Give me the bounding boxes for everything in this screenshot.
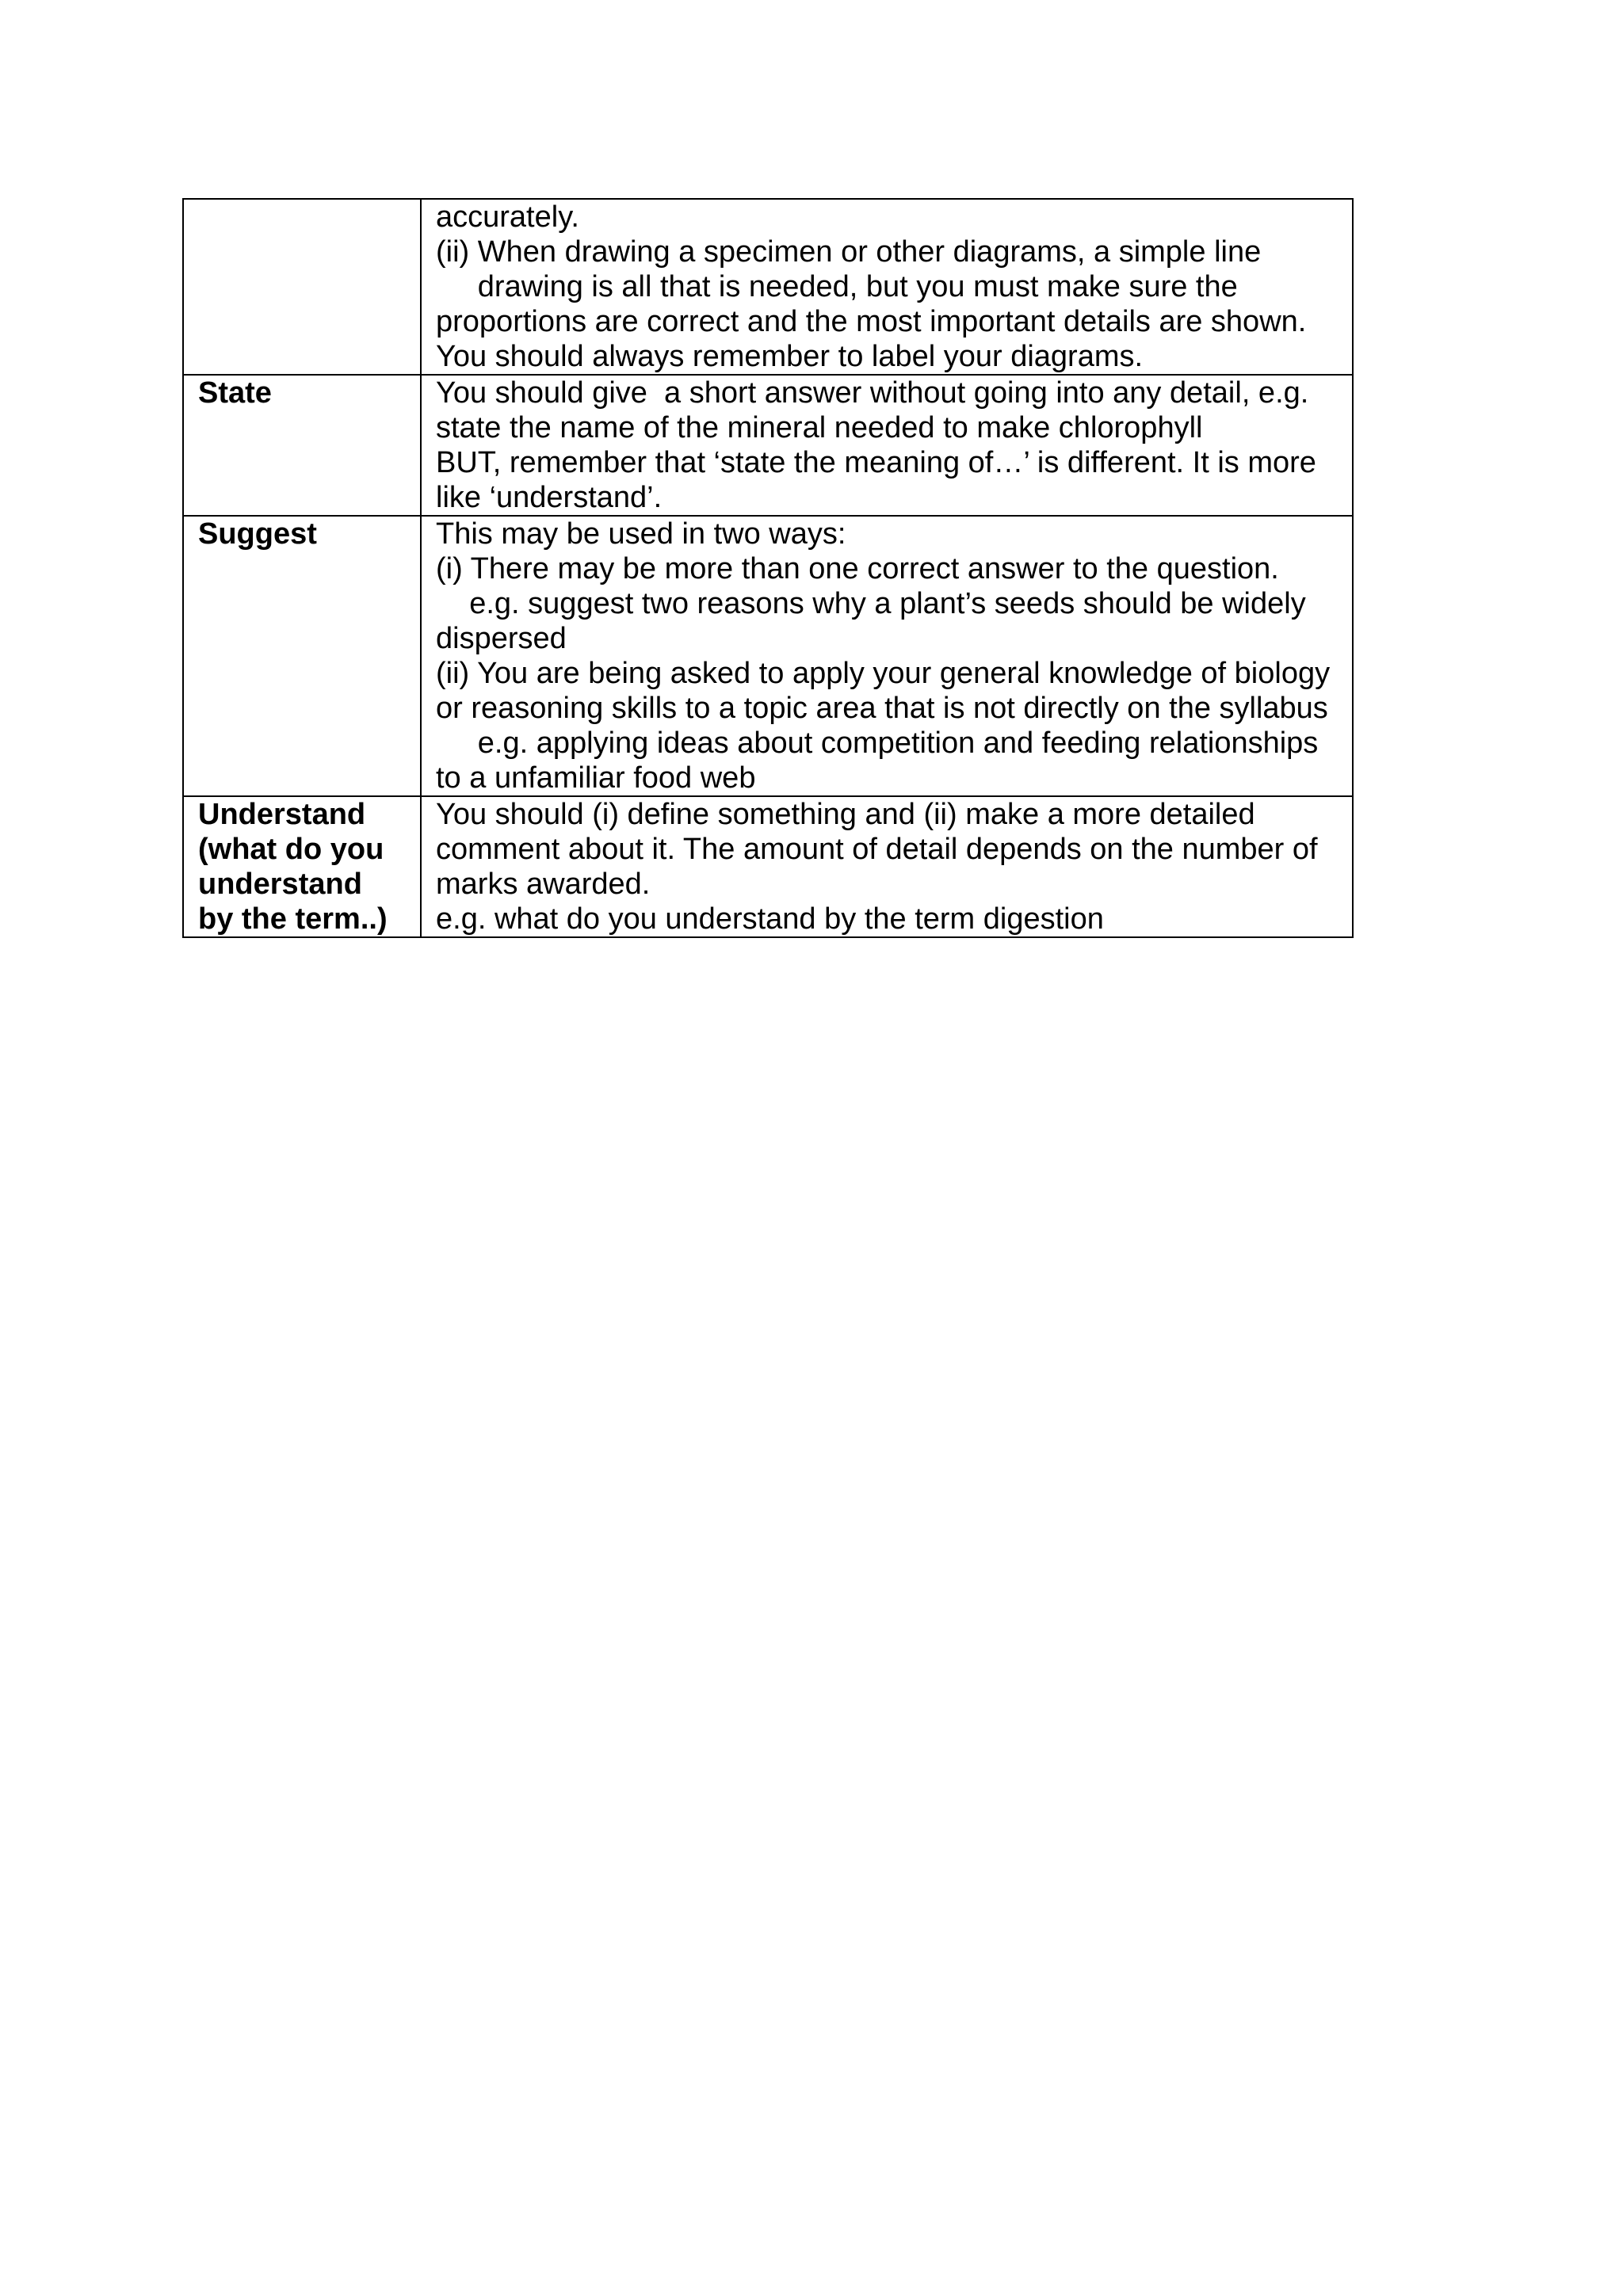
command-words-table xyxy=(182,198,1354,938)
description-line: You should always remember to label your diagrams. xyxy=(436,340,1144,373)
term-label: Understand xyxy=(198,798,366,831)
description-line: comment about it. The amount of detail depends on the number of xyxy=(436,833,1318,866)
table-row xyxy=(183,375,1353,516)
table-row xyxy=(183,199,1353,375)
term-cell xyxy=(183,796,421,937)
term-label: (what do you xyxy=(198,833,384,866)
description-line: e.g. what do you understand by the term digestion xyxy=(436,902,1104,936)
description-line: like ‘understand’. xyxy=(436,481,663,514)
description-line: or reasoning skills to a topic area that is not directly on the syllabus xyxy=(436,692,1328,725)
description-line: (ii) When drawing a specimen or other diagrams, a simple line xyxy=(436,235,1262,269)
table-row xyxy=(183,796,1353,937)
term-label: understand xyxy=(198,868,362,901)
description-line: dispersed xyxy=(436,622,567,655)
description-line: You should (i) define something and (ii) make a more detailed xyxy=(436,798,1255,831)
table-row xyxy=(183,516,1353,796)
description-line: drawing is all that is needed, but you must make sure the xyxy=(436,270,1238,303)
description-cell xyxy=(421,516,1353,796)
description-line: (ii) You are being asked to apply your general knowledge of biology xyxy=(436,657,1331,690)
description-line: BUT, remember that ‘state the meaning of…’ is different. It is more xyxy=(436,446,1316,479)
description-line: marks awarded. xyxy=(436,868,651,901)
description-line: proportions are correct and the most important details are shown. xyxy=(436,305,1307,338)
description-line: state the name of the mineral needed to make chlorophyll xyxy=(436,411,1203,444)
description-line: You should give a short answer without going into any detail, e.g. xyxy=(436,376,1309,410)
description-line: accurately. xyxy=(436,200,579,234)
description-cell xyxy=(421,375,1353,516)
term-cell xyxy=(183,199,421,375)
term-cell xyxy=(183,516,421,796)
description-line: e.g. suggest two reasons why a plant’s seeds should be widely xyxy=(436,587,1306,620)
description-line: to a unfamiliar food web xyxy=(436,761,756,795)
term-label: State xyxy=(198,376,272,410)
description-line: This may be used in two ways: xyxy=(436,517,846,551)
term-label: by the term..) xyxy=(198,902,388,936)
description-cell xyxy=(421,199,1353,375)
description-cell xyxy=(421,796,1353,937)
term-label: Suggest xyxy=(198,517,317,551)
description-line: (i) There may be more than one correct answer to the question. xyxy=(436,552,1279,585)
description-line: e.g. applying ideas about competition and feeding relationships xyxy=(436,727,1319,760)
term-cell xyxy=(183,375,421,516)
